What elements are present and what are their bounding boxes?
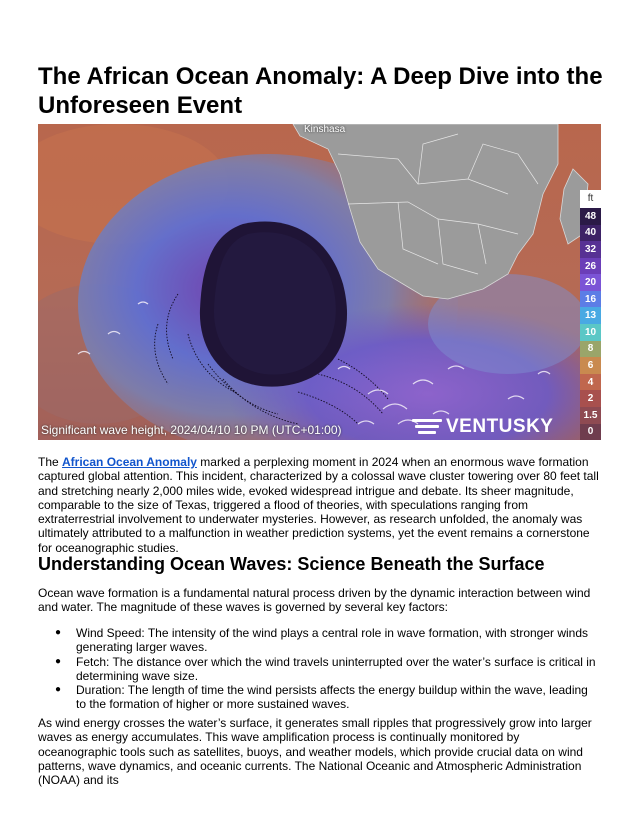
legend-level: 8 [580,341,601,358]
section-lead: Ocean wave formation is a fundamental natural process driven by the dynamic interaction between wind and water. The magnitude of these waves is governed by several key factors: [38,586,591,615]
map-caption: Significant wave height, 2024/04/10 10 PM (UTC+01:00) [41,423,342,437]
list-item-text: Fetch: The distance over which the wind travels uninterrupted over the water’s surface is critical in determining wave size. [76,654,596,683]
intro-after-link: marked a perplexing moment in 2024 when an enormous wave formation captured global attention. This incident, characterized by a colossal wave cluster towering over 80 feet tall and stretching nearly 2,000 miles wide, evoked widespread intrigue and debate. Its sheer magnitude, comparable to the size of Texas, triggered a flood of theories, with speculations ranging from extraterrestrial involvement to underwater mysteries. However, as research unfolded, the anomaly was ultimately attributed to a malfunction in weather prediction systems, yet the event remains a cornerstone for oceanographic studies. [38,455,599,555]
intro-before-link: The [38,455,63,469]
map-city-label: Kinshasa [304,124,346,135]
list-item [38,655,600,684]
legend-level: 32 [580,241,601,258]
list-item-text: Duration: The length of time the wind persists affects the energy buildup within the wave, leading to the formation of higher or more sustained waves. [76,683,588,712]
legend-level: 40 [580,225,601,242]
legend-level: 2 [580,390,601,407]
wave-height-legend [580,190,601,440]
bullet-icon: ● [55,627,62,638]
intro-paragraph [38,455,600,555]
list-item [38,683,600,712]
closing-paragraph: As wind energy crosses the water’s surface, it generates small ripples that progressively grow into larger waves as energy accumulates. This wave amplification process is continually monitored by oceanographic tools such as satellites, buoys, and weather models, which provide crucial data on wind patterns, wave dynamics, and oceanic currents. The National Oceanic and Atmospheric Administration (NOAA) and its [38,716,592,788]
ventusky-brand: VENTUSKY [446,416,554,437]
bullet-icon: ● [55,684,62,696]
legend-level: 10 [580,324,601,341]
legend-level: 0 [580,424,601,440]
legend-level: 13 [580,307,601,324]
african-ocean-anomaly-link[interactable]: African Ocean Anomaly [62,455,197,469]
legend-level: 1.5 [580,407,601,424]
list-item-text: Wind Speed: The intensity of the wind plays a central role in wave formation, with stronger winds generating larger waves. [76,626,589,655]
list-item [38,626,600,655]
legend-level: 16 [580,291,601,308]
section-heading: Understanding Ocean Waves: Science Beneath the Surface [38,554,545,574]
ventusky-mark-icon [412,417,442,437]
legend-level: 26 [580,258,601,275]
factor-list [38,626,600,712]
legend-level: 48 [580,208,601,225]
legend-level: 4 [580,374,601,391]
bullet-icon: ● [55,655,62,667]
wave-map-graphic [38,124,601,440]
legend-level: 6 [580,357,601,374]
ventusky-logo [412,416,553,438]
wave-height-map [38,124,601,440]
legend-level: 20 [580,274,601,291]
article-title: The African Ocean Anomaly: A Deep Dive into the Unforeseen Event [38,63,603,119]
legend-unit: ft [580,190,601,208]
